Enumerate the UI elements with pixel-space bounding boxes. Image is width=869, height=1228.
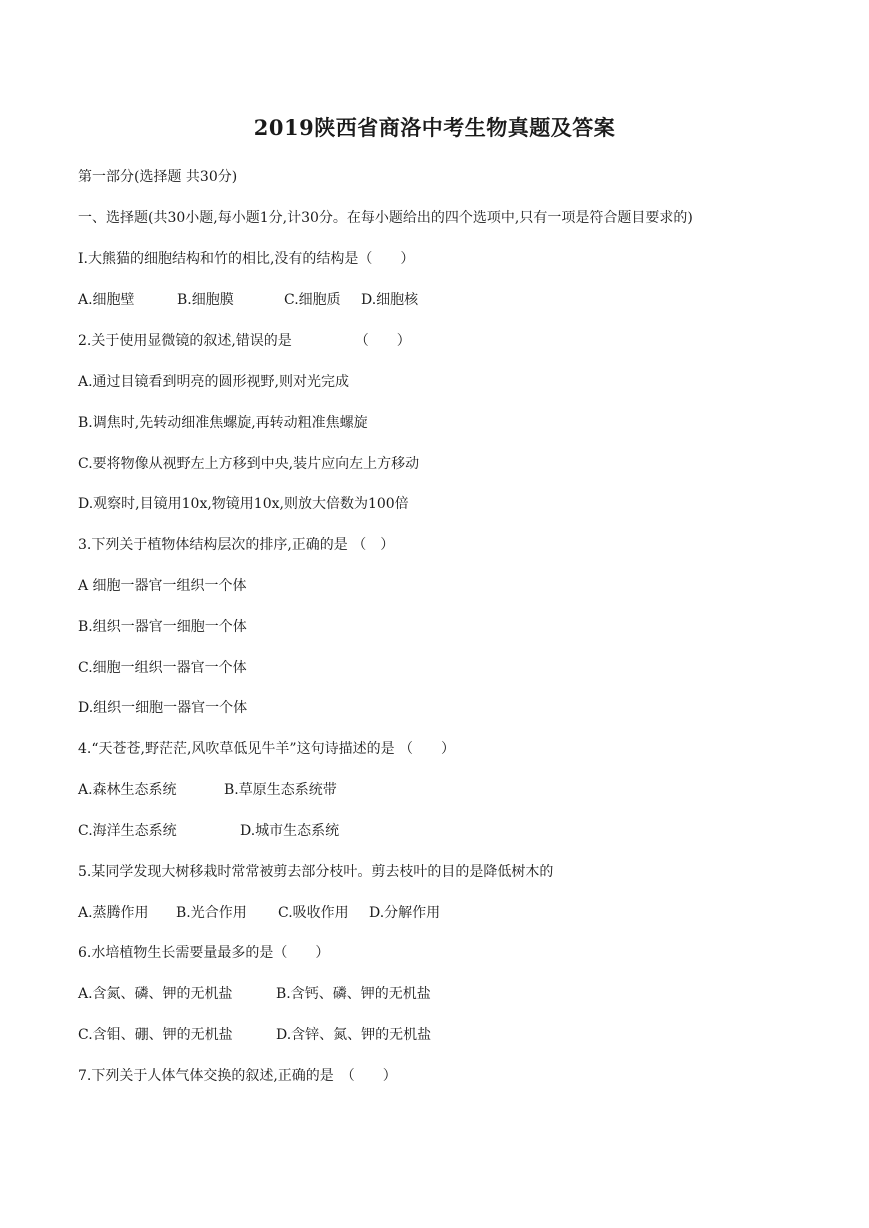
option-b: B.草原生态系统带 — [224, 782, 337, 798]
option-c: C.海洋生态系统 — [78, 823, 177, 839]
question-4-options-row-1 — [78, 780, 337, 800]
option-c: C.要将物像从视野左上方移到中央,装片应向左上方移动 — [78, 456, 420, 472]
question-1-options — [78, 290, 418, 310]
option-b: B.光合作用 — [176, 905, 247, 921]
option-d: D.观察时,目镜用10x,物镜用10x,则放大倍数为100倍 — [78, 496, 409, 512]
question-5-stem: 5.某同学发现大树移栽时常常被剪去部分枝叶。剪去枝叶的目的是降低树木的 — [78, 864, 554, 880]
option-d: D.细胞核 — [361, 292, 419, 308]
question-2-stem: 2.关于使用显微镜的叙述,错误的是 （ ） — [78, 333, 411, 349]
option-c: C.细胞一组织一器官一个体 — [78, 660, 247, 676]
section-instructions: 一、选择题(共30小题,每小题1分,计30分。在每小题给出的四个选项中,只有一项是符合题目要求的) — [78, 210, 693, 226]
question-3-stem: 3.下列关于植物体结构层次的排序,正确的是 （ ） — [78, 537, 395, 553]
option-b: B.组织一器官一细胞一个体 — [78, 619, 247, 635]
option-c: C.细胞质 — [284, 292, 341, 308]
document-title: 2019陕西省商洛中考生物真题及答案 — [253, 115, 616, 140]
option-c: C.含钼、硼、钾的无机盐 — [78, 1027, 233, 1043]
option-a: A 细胞一器官一组织一个体 — [78, 578, 247, 594]
option-b: B.含钙、磷、钾的无机盐 — [276, 986, 431, 1002]
option-a: A.森林生态系统 — [78, 782, 177, 798]
option-d: D.含锌、氮、钾的无机盐 — [276, 1027, 432, 1043]
question-5-options — [78, 903, 440, 923]
option-d: D.分解作用 — [369, 905, 441, 921]
question-1-stem: I.大熊猫的细胞结构和竹的相比,没有的结构是（ ） — [78, 251, 415, 267]
option-d: D.城市生态系统 — [240, 823, 340, 839]
question-6-options-row-2 — [78, 1025, 431, 1045]
option-a: A.细胞壁 — [78, 292, 135, 308]
question-6-options-row-1 — [78, 984, 431, 1004]
option-b: B.细胞膜 — [177, 292, 234, 308]
question-4-stem: 4.“天苍苍,野茫茫,风吹草低见牛羊”这句诗描述的是 （ ） — [78, 741, 456, 757]
option-c: C.吸收作用 — [278, 905, 349, 921]
part-heading: 第一部分(选择题 共30分) — [78, 169, 238, 185]
option-a: A.含氮、磷、钾的无机盐 — [78, 986, 233, 1002]
question-4-options-row-2 — [78, 821, 339, 841]
option-b: B.调焦时,先转动细准焦螺旋,再转动粗准焦螺旋 — [78, 415, 368, 431]
question-7-stem: 7.下列关于人体气体交换的叙述,正确的是 （ ） — [78, 1068, 397, 1084]
option-a: A.通过目镜看到明亮的圆形视野,则对光完成 — [78, 374, 350, 390]
option-d: D.组织一细胞一器官一个体 — [78, 700, 248, 716]
option-a: A.蒸腾作用 — [78, 905, 149, 921]
question-6-stem: 6.水培植物生长需要量最多的是（ ） — [78, 945, 330, 961]
